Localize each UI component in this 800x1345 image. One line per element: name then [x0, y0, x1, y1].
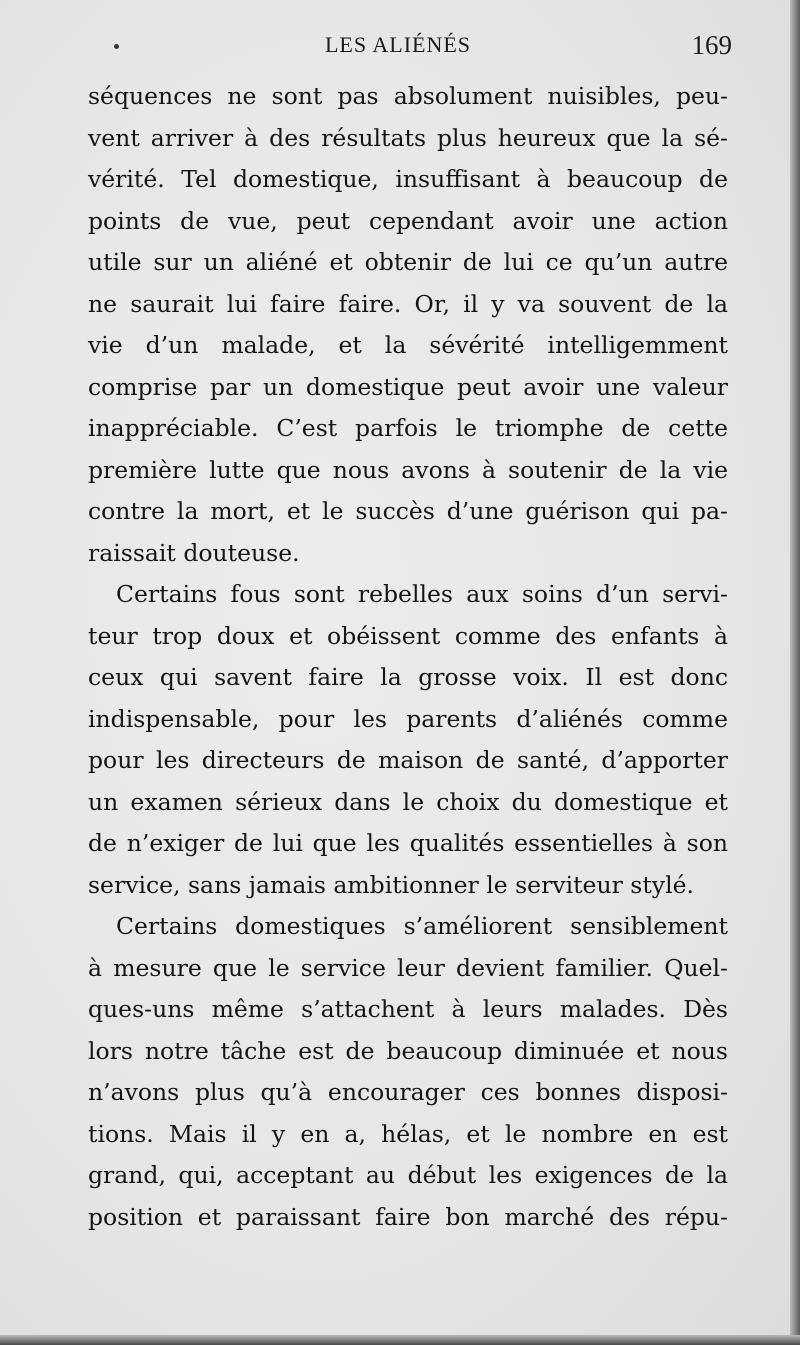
- text-line: vie d’un malade, et la sévérité intelligemment: [88, 331, 728, 359]
- text-line: inappréciable. C’est parfois le triomphe de cette: [88, 414, 728, 442]
- text-line: grand, qui, acceptant au début les exigences de la: [88, 1161, 728, 1189]
- text-line: Certains fous sont rebelles aux soins d’un servi-: [116, 580, 728, 608]
- text-line: ques-uns même s’attachent à leurs malades. Dès: [88, 995, 728, 1023]
- text-line: teur trop doux et obéissent comme des enfants à: [88, 621, 728, 650]
- text-line: un examen sérieux dans le choix du domestique et: [88, 787, 728, 816]
- text-line: séquences ne sont pas absolument nuisibles, peu-: [88, 82, 728, 110]
- running-title: LES ALIÉNÉS: [324, 32, 472, 57]
- text-line: indispensable, pour les parents d’aliénés comme: [88, 704, 728, 733]
- page-number: 169: [691, 30, 732, 60]
- text-line: lors notre tâche est de beaucoup diminuée et nous: [88, 1036, 728, 1065]
- text-line: service, sans jamais ambitionner le serviteur stylé.: [88, 870, 694, 899]
- text-line: ceux qui savent faire la grosse voix. Il est donc: [88, 663, 728, 691]
- text-line: utile sur un aliéné et obtenir de lui ce qu’un autre: [88, 248, 728, 276]
- text-line: vérité. Tel domestique, insuffisant à beaucoup de: [88, 165, 728, 193]
- page-edge-shadow: [790, 0, 800, 1345]
- text-line: n’avons plus qu’à encourager ces bonnes disposi-: [88, 1078, 728, 1106]
- paragraph: [88, 906, 728, 1238]
- page-header: [88, 30, 732, 66]
- body-text: [88, 76, 728, 1238]
- paragraph: [88, 76, 728, 574]
- text-line: tions. Mais il y en a, hélas, et le nombre en est: [88, 1119, 728, 1148]
- paragraph: [88, 574, 728, 906]
- text-line: vent arriver à des résultats plus heureux que la sé-: [88, 123, 728, 152]
- text-line: position et paraissant faire bon marché des répu-: [88, 1202, 728, 1231]
- text-line: comprise par un domestique peut avoir une valeur: [88, 372, 728, 401]
- text-line: points de vue, peut cependant avoir une action: [88, 206, 728, 235]
- text-line: contre la mort, et le succès d’une guérison qui pa-: [88, 497, 728, 525]
- text-line: première lutte que nous avons à soutenir de la vie: [88, 455, 728, 484]
- text-line: pour les directeurs de maison de santé, d’apporter: [88, 746, 728, 774]
- text-line: ne saurait lui faire faire. Or, il y va souvent de la: [88, 289, 728, 318]
- page-bottom-shadow: [0, 1335, 800, 1345]
- text-line: Certains domestiques s’améliorent sensiblement: [116, 912, 728, 940]
- text-line: à mesure que le service leur devient familier. Quel-: [88, 953, 728, 982]
- text-line: de n’exiger de lui que les qualités essentielles à son: [88, 829, 728, 857]
- text-line: raissait douteuse.: [88, 538, 300, 567]
